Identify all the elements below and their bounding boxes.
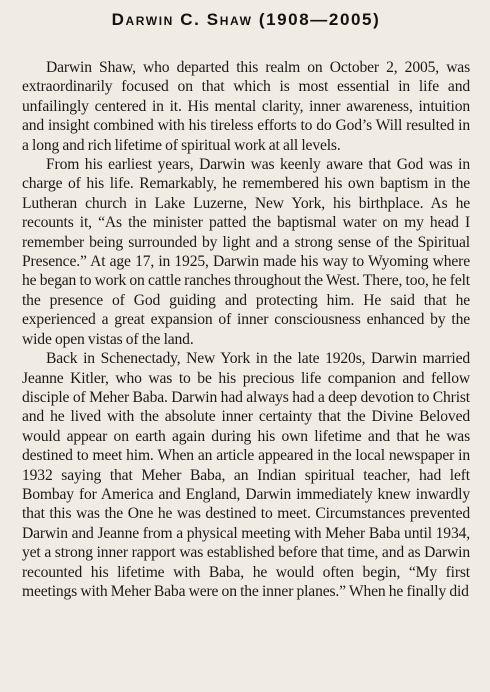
article-body — [22, 58, 470, 601]
paragraph-2: From his earliest years, Darwin was keenly aware that God was in charge of his life. Remarkably, he remembered his own baptism in the Lutheran church in Lake Luzerne, New York, his birthplace. As he recounts it, “As the minister patted the baptismal water on my head I remember being surrounded by light and a strong sense of the Spiritual Presence.” At age 17, in 1925, Darwin made his way to Wyoming where he began to work on cattle ranches throughout the West. There, too, he felt the presence of God guiding and protecting him. He said that he experienced a great expansion of inner consciousness enhanced by the wide open vistas of the land. — [22, 156, 470, 348]
page-title: Darwin C. Shaw (1908—2005) — [111, 10, 381, 29]
bleed-through-text — [60, 0, 466, 6]
paragraph-1: Darwin Shaw, who departed this realm on October 2, 2005, was extraordinarily focused on that which is most essential in life and unfailingly centered in it. His mental clarity, inner awareness, intuition and insight combined with his tireless efforts to do God’s Will resulted in a long and rich lifetime of spiritual work at all levels. — [22, 59, 470, 154]
paragraph-3: Back in Schenectady, New York in the late 1920s, Darwin married Jeanne Kitler, who was to be his precious life companion and fellow disciple of Meher Baba. Darwin had always had a deep devotion to Christ and he lived with the absolute inner certainty that the Divine Beloved would appear on earth again during his own lifetime and that he was destined to meet him. When an article appeared in the local newspaper in 1932 saying that Meher Baba, an Indian spiritual teacher, had left Bombay for America and England, Darwin immediately knew inwardly that this was the One he was destined to meet. Circumstances prevented Darwin and Jeanne from a physical meeting with Meher Baba until 1934, yet a strong inner rapport was established before that time, and as Darwin recounted his lifetime with Baba, he would often begin, “My first meetings with Meher Baba were on the inner planes.” When he finally did — [22, 350, 470, 600]
